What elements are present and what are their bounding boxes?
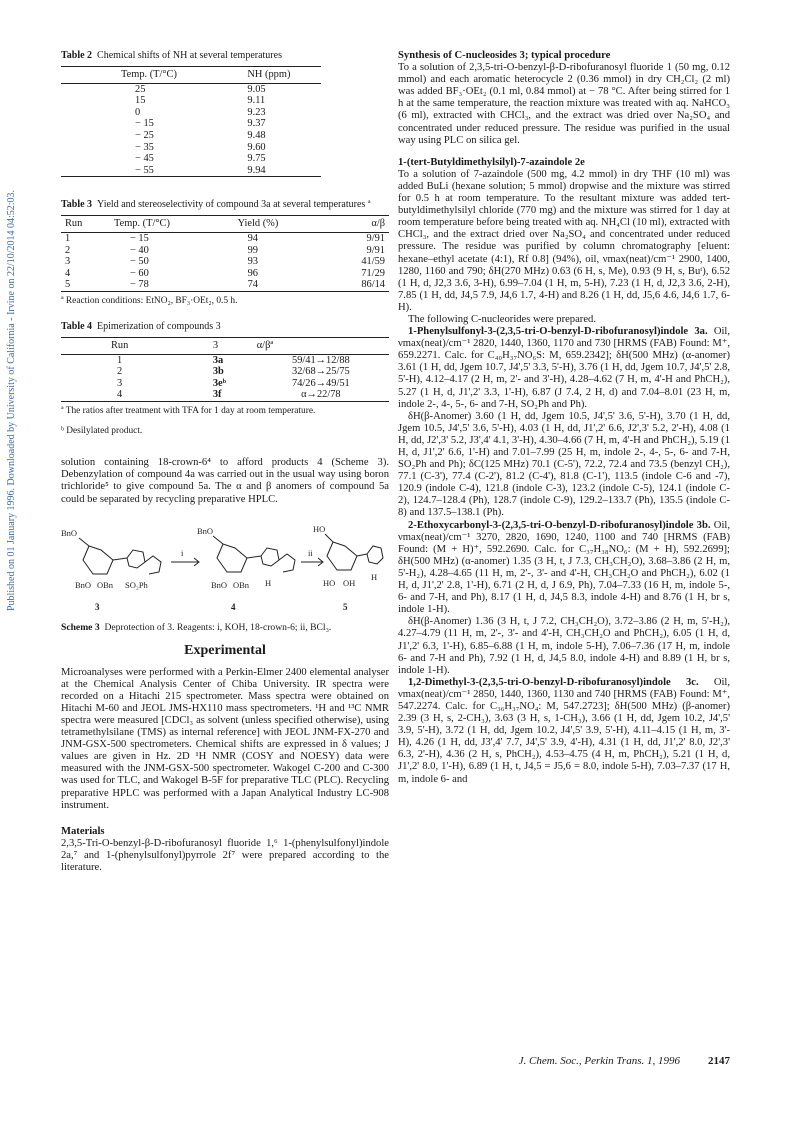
body-paragraph: To a solution of 2,3,5-tri-O-benzyl-β-D-ribofuranosyl fluoride 1 (50 mg, 0.12 mmol) and each aromatic heterocycle 2 (0.36 mmol) in dry CH₂Cl₂ (2 ml) was added BF₃·OEt₂ (0.1 ml, 0.84 mmol) at − 78 °C. After being stirred for 1 h at the same temperature, the reaction mixture was treated with aq. NaHCO₃ (6 ml), extracted with CHCl₃, and the extract was dried over Na₂SO₄ and concentrated under reduced pressure. The residue was purified in the usual way using PLC on silica gel. xyxy=(398,62,730,146)
table-cell: 9.60 xyxy=(247,141,266,153)
column-header: NH (ppm) xyxy=(247,69,291,80)
column-header: 3 xyxy=(212,339,219,351)
table-row xyxy=(61,153,321,165)
table-2-grid xyxy=(61,66,321,177)
body-paragraph: The following C-nucleorides were prepared. xyxy=(408,313,596,325)
table-cell: α→22/78 xyxy=(301,389,341,401)
table-row xyxy=(61,107,321,119)
indole-ring-4 xyxy=(279,554,295,572)
table-row xyxy=(61,130,321,142)
table-cell: 15 xyxy=(135,95,146,107)
subsection-heading: 1-(tert-Butyldimethylsilyl)-7-azaindole 2e xyxy=(398,156,585,168)
column-header: Run xyxy=(111,339,129,351)
table-cell: 3 xyxy=(117,377,123,389)
table-3 xyxy=(61,199,389,307)
table-cell: 41/59 xyxy=(361,256,385,268)
column-header: Run xyxy=(65,218,83,230)
table-cell: 9.37 xyxy=(247,118,266,130)
table-cell: 93 xyxy=(247,256,258,268)
table-2 xyxy=(61,50,389,177)
table-cell: − 50 xyxy=(129,256,149,268)
ribose-ring-4 xyxy=(217,544,247,572)
table-cell: − 45 xyxy=(135,153,154,165)
column-header: Yield (%) xyxy=(237,218,279,230)
table-cell: 9.94 xyxy=(247,164,266,176)
table-cell: 5 xyxy=(65,279,71,291)
ribose-ring-3 xyxy=(83,546,113,574)
scheme-3-diagram xyxy=(61,518,389,618)
table-4-grid xyxy=(61,337,389,402)
table-cell: 2 xyxy=(117,366,123,378)
column-header: α/βª xyxy=(256,339,274,351)
table-2-caption: Table 2 Chemical shifts of NH at several temperatures xyxy=(61,50,282,61)
body-paragraph: δH(β-Anomer) 1.36 (3 H, t, J 7.2, CH₃CH₂O), 3.72–3.86 (2 H, m, 5'-H₂), 4.27–4.79 (11 H, m, 2'-, 3'- and 4'-H, CH₃CH₂O and PhCH₂), 6.05 (1 H, d, J1',2' 6.3, 1'-H), 6.85–6.88 (1 H, m, indole 5-H), 7.06–7.36 (17 H, m, indole 6- and 7-H and Ph), 7.92 (1 H, d, J4,5 8.0, indole 4-H) and 8.89 (1 H, br s, indole 1-H). xyxy=(398,616,730,676)
table-row xyxy=(61,142,321,154)
table-3-caption: Table 3 Yield and stereoselectivity of compound 3a at several temperatures ª xyxy=(61,199,371,211)
table-cell: 86/14 xyxy=(361,279,385,291)
table-cell: 1 xyxy=(117,354,123,366)
label-h: H xyxy=(265,577,272,588)
label-h: H xyxy=(371,571,378,582)
section-title-experimental: Experimental xyxy=(184,642,266,658)
scheme-3-svg xyxy=(61,518,389,618)
table-cell: 3eᵇ xyxy=(212,377,227,389)
column-header: Temp. (T/°C) xyxy=(113,218,170,230)
body-paragraph: To a solution of 7-azaindole (500 mg, 4.2 mmol) in dry THF (10 ml) was added BuLi (hexane solution; 5 mmol) dropwise and the mixture was stirred for 0.5 h at room temperature. To the resultant mixture was added tert-butyldimethylsilyl chloride (770 mg) and the mixture was stirred for 1 day at room temperature before being treated with aq. NH₄Cl (10 ml), extracted with CHCl₃, and the extract dried over Na₂SO₄ and concentrated under reduced pressure. The residue was purified by column chromatography [eluent: hexane–ethyl acetate (4:1), Rf 0.8] (94%), oil, νmax(neat)/cm⁻¹ 2900, 1400, 1280, 1160 and 790; δH(270 MHz) 0.63 (6 H, s, Me), 0.93 (9 H, s, Buᵗ), 6.52 (1 H, d, J2,3 3.6, 3-H), 6.99–7.04 (1 H, m, 5-H), 7.23 (1 H, d, J2,3 3.6, 2-H), 7.85 (1 H, dd, J4,5 7.9, J4,6 1.7, 4-H) and 8.26 (1 H, dd, J5,6 4.6, J4,6 1.7, 6-H). xyxy=(398,168,730,313)
bond-5 xyxy=(357,554,367,556)
table-cell: 3b xyxy=(212,366,224,378)
ribose-ring-5 xyxy=(327,542,357,570)
subsection-heading: Materials xyxy=(61,825,105,837)
compound-3c-paragraph: 1,2-Dimethyl-3-(2,3,5-tri-O-benzyl-D-ribofuranosyl)indole 3c. Oil, νmax(neat)/cm⁻¹ 2850, 1440, 1360, 1130 and 740 [HRMS (FAB) Found: M⁺, 547.2274. Calc. for C₃₆H₃₇NO₄: M, 547.2723]; δH(500 MHz) (β-anomer) 2.39 (3 H, s, 2-CH₃), 3.63 (3 H, s, 1-CH₃), 3.66 (1 H, dd, Jgem 10.2, J4',5' 3.9, 5'-H), 3.72 (1 H, dd, Jgem 10.2, J4',5' 3.9, 5'-H), 4.11–4.15 (1 H, m, 3'-H), 4.26 (1 H, dd, J3',4' 7.7, J4',5' 3.9, 4'-H), 4.31 (1 H, dd, J1',2' 8.0, J2',3' 6.3, 2'-H), 4.36 (2 H, s, PhCH₂), 4.53–4.75 (4 H, m, PhCH₂), 5.21 (1 H, d, J1',2' 8.0, 1'-H), 6.89 (1 H, t, J4,5 = J5,6 = 8.0, indole 5-H), 7.03–7.37 (17 H, m, indole 6- and xyxy=(398,676,730,785)
label-obn: OBn xyxy=(233,579,250,590)
table-row xyxy=(61,366,389,378)
table-cell: 32/68→25/75 xyxy=(292,366,350,378)
table-cell: 9.48 xyxy=(247,129,266,141)
table-row xyxy=(61,378,389,390)
table-row xyxy=(61,268,389,280)
column-header: Temp. (T/°C) xyxy=(121,69,177,80)
table-3-grid xyxy=(61,215,389,292)
body-paragraph: solution containing 18-crown-6⁴ to afford products 4 (Scheme 3). Debenzylation of compound 4a was carried out in the usual way using boron trichloride⁵ to give compound 5a. The α and β anomers of compound 5a could be separated by recycling preparative HPLC. xyxy=(61,457,389,505)
page-number: 2147 xyxy=(708,1055,730,1067)
table-cell: 9.11 xyxy=(247,95,266,107)
table-cell: 3a xyxy=(212,354,224,366)
label-bno: BnO xyxy=(211,579,228,590)
table-row xyxy=(61,279,389,291)
table-cell: 25 xyxy=(135,83,146,95)
compound-number-4: 4 xyxy=(231,601,236,612)
indole-ring-3 xyxy=(127,550,145,568)
table-4-caption: Table 4 Epimerization of compounds 3 xyxy=(61,320,221,332)
left-column xyxy=(61,50,389,874)
table-cell: 9.75 xyxy=(247,153,266,165)
table-row xyxy=(61,389,389,401)
table-row xyxy=(61,83,321,95)
right-column xyxy=(398,50,730,786)
table-cell: 1 xyxy=(65,232,71,244)
bond-5 xyxy=(325,534,333,542)
bond-3 xyxy=(79,538,89,546)
table-row xyxy=(61,256,389,268)
bond-4 xyxy=(213,536,223,544)
compound-number-3: 3 xyxy=(95,601,100,612)
table-cell: − 15 xyxy=(135,118,154,130)
table-3-footnote: ª Reaction conditions: EtNO₂, BF₃·OEt₂, 0.5 h. xyxy=(61,295,238,306)
table-cell: 74 xyxy=(247,279,258,291)
table-4-footnote-a: ª The ratios after treatment with TFA for 1 day at room temperature. xyxy=(61,405,316,416)
table-cell: 9.23 xyxy=(247,106,266,118)
table-cell: − 40 xyxy=(129,244,149,256)
label-so2ph: SO₂Ph xyxy=(125,579,148,590)
indole-ring-5 xyxy=(367,546,383,564)
label-arrow-ii: ii xyxy=(308,547,313,558)
label-bno: BnO xyxy=(75,579,92,590)
compound-number-5: 5 xyxy=(343,601,348,612)
table-cell: 4 xyxy=(117,389,123,401)
table-cell: 94 xyxy=(247,232,258,244)
column-header: α/β xyxy=(371,218,385,230)
bond-3 xyxy=(113,558,127,560)
body-paragraph: 2,3,5-Tri-O-benzyl-β-D-ribofuranosyl fluoride 1,⁶ 1-(phenylsulfonyl)indole 2a,⁷ and 1-(phenylsulfonyl)pyrrole 2f⁷ were prepared according to the literature. xyxy=(61,837,389,874)
table-cell: − 35 xyxy=(135,141,154,153)
table-cell: − 55 xyxy=(135,164,154,176)
table-cell: 59/41→12/88 xyxy=(292,354,350,366)
indole-ring-3 xyxy=(145,556,161,574)
table-cell: 71/29 xyxy=(361,267,385,279)
body-paragraph: Microanalyses were performed with a Perkin-Elmer 2400 elemental analyser at the Chemical Analysis Center of Chiba University. IR spectra were recorded on a Hitachi 215 spectrometer. Mass spectra were obtained on Hitachi M-60 and JEOL JMS-HX110 mass spectrometers. ¹H and ¹³C NMR spectra were measured [CDCl₃ as solvent (unless specified otherwise), using tetramethylsilane (TMS) as internal reference] with JEOL JNM-FX-270 and JNM-GSX-500 spectrometers. Chemical shifts are expressed in δ values; J values are given in Hz. 2D ¹H NMR (COSY and NOESY) data were measured with the JNM-GSX-500 spectrometer. Wakogel C-200 and C-300 was used for TLC, and Wakogel B-5F for preparative TLC (PLC). Recycling preparative HPLC was performed with a Japan Analytical Industry LC-908 instrument. xyxy=(61,666,389,811)
table-cell: 3 xyxy=(65,256,71,268)
scheme-3-caption: Scheme 3 Deprotection of 3. Reagents: i, KOH, 18-crown-6; ii, BCl₃. xyxy=(61,621,332,633)
table-cell: 74/26→49/51 xyxy=(292,377,350,389)
subsection-heading: Synthesis of C-nucleosides 3; typical procedure xyxy=(398,50,611,61)
table-cell: 9/91 xyxy=(366,244,385,256)
label-ho: HO xyxy=(313,523,326,534)
table-4 xyxy=(61,321,389,437)
label-bno: BnO xyxy=(197,525,214,536)
table-row xyxy=(61,165,321,177)
table-cell: − 15 xyxy=(129,232,149,244)
table-row xyxy=(61,245,389,257)
body-paragraph: δH(β-Anomer) 3.60 (1 H, dd, Jgem 10.5, J4',5' 3.6, 5'-H), 3.70 (1 H, dd, Jgem 10.5, J4',5' 3.6, 5'-H), 4.03 (1 H, dd, J1',2' 6.6, J2',3' 5.2, 2'-H), 4.08 (1 H, dd, J2',3' 5.2, J3',4' 4.1, 3'-H), 4.30–4.66 (7 H, m, 4'-H and PhCH₂), 5.19 (1 H, d, J1',2' 6.6, 1'-H) and 7.01–7.99 (25 H, m, indole 2-, 4-, 5-, 6- and 7-H, SO₂Ph and Ph); δC(125 MHz) 70.1 (C-5'), 72.2, 72.4 and 73.5 (benzyl CH₂), 77.1 (C-3'), 77.4 (C-2'), 81.2 (C-4'), 81.8 (C-1'), 113.5 (indole C-6 and -7), 120.9 (indole C-4), 121.8 (indole C-3), 123.2 (indole C-5), 124.1 (indole C-2), 124.7–128.4 (Ph), 128.7 (indole C-9), 129.2–133.7 (Ph), 135.5 (indole C-8) and 137.5–138.1 (Ph). xyxy=(398,410,730,519)
table-row xyxy=(61,95,321,107)
table-cell: 9/91 xyxy=(366,232,385,244)
table-row xyxy=(61,354,389,366)
download-notice: Published on 01 January 1996. Downloaded by University of California - Irvine on 22/10/2014 04:52:03. xyxy=(6,189,17,611)
table-cell: 3f xyxy=(212,389,222,401)
table-cell: 9.05 xyxy=(247,83,266,95)
journal-reference: J. Chem. Soc., Perkin Trans. 1, 1996 xyxy=(518,1055,680,1067)
table-cell: 4 xyxy=(65,267,71,279)
table-cell: − 78 xyxy=(129,279,149,291)
label-obn: OBn xyxy=(97,579,114,590)
label-bno: BnO xyxy=(61,527,78,538)
table-cell: − 60 xyxy=(129,267,149,279)
table-cell: − 25 xyxy=(135,129,154,141)
table-row xyxy=(61,232,389,244)
table-cell: 0 xyxy=(135,106,141,118)
table-row xyxy=(61,118,321,130)
compound-3b-paragraph: 2-Ethoxycarbonyl-3-(2,3,5-tri-O-benzyl-D-ribofuranosyl)indole 3b. Oil, νmax(neat)/cm⁻¹ 3270, 2820, 1690, 1240, 1100 and 740 [HRMS (FAB) Found: (M + H)⁺, 592.2690. Calc. for C₃₇H₃₈NO₆: (M + H), 592.2699]; δH(500 MHz) (α-anomer) 1.35 (3 H, t, J 7.3, CH₃CH₂O), 3.68–3.86 (2 H, m, 5'-H₂), 4.28–4.65 (11 H, m, 2'-, 3'- and 4'-H, CH₃CH₂O and PhCH₂), 6.02 (1 H, d, J1',2' 2.8, 1'-H), 6.71 (2 H, d, J 6.9, Ph), 7.04–7.33 (16 H, m, indole 5-, 6- and 7-H, and Ph), 8.17 (1 H, d, J4,5 8.3, indole 4-H) and 8.76 (1 H, br s, indole 1-H). xyxy=(398,519,730,616)
table-cell: 2 xyxy=(65,244,71,256)
label-arrow-i: i xyxy=(181,547,184,558)
compound-3a-paragraph: 1-Phenylsulfonyl-3-(2,3,5-tri-O-benzyl-D-ribofuranosyl)indole 3a. Oil, νmax(neat)/cm⁻¹ 2820, 1440, 1360, 1170 and 730 [HRMS (FAB) Found: M⁺, 659.2271. Calc. for C₄₀H₃₇NO₆S: M, 659.2342]; δH(500 MHz) (α-anomer) 3.61 (1 H, dd, Jgem 10.7, J4',5' 3.3, 5'-H), 3.76 (1 H, dd, Jgem 10.7, J4',5' 2.8, 5'-H), 4.12–4.17 (2 H, m, 2'- and 3'-H), 4.28–4.62 (7 H, m, 4'-H and PhCH₂), 5.27 (1 H, d, J1',2' 3.3, 1'-H), 6.87 (J 7.4, 2 H, d) and 7.04–8.01 (23 H, m, indole 2-, 4-, 5-, 6- and 7-H, SO₂Ph and Ph). xyxy=(398,326,730,410)
label-ho: HO xyxy=(323,577,336,588)
indole-ring-4 xyxy=(261,548,279,566)
table-cell: 96 xyxy=(247,267,258,279)
table-4-footnote-b: ᵇ Desilylated product. xyxy=(61,426,143,437)
label-oh: OH xyxy=(343,577,356,588)
bond-4 xyxy=(247,556,261,558)
table-cell: 99 xyxy=(247,244,258,256)
